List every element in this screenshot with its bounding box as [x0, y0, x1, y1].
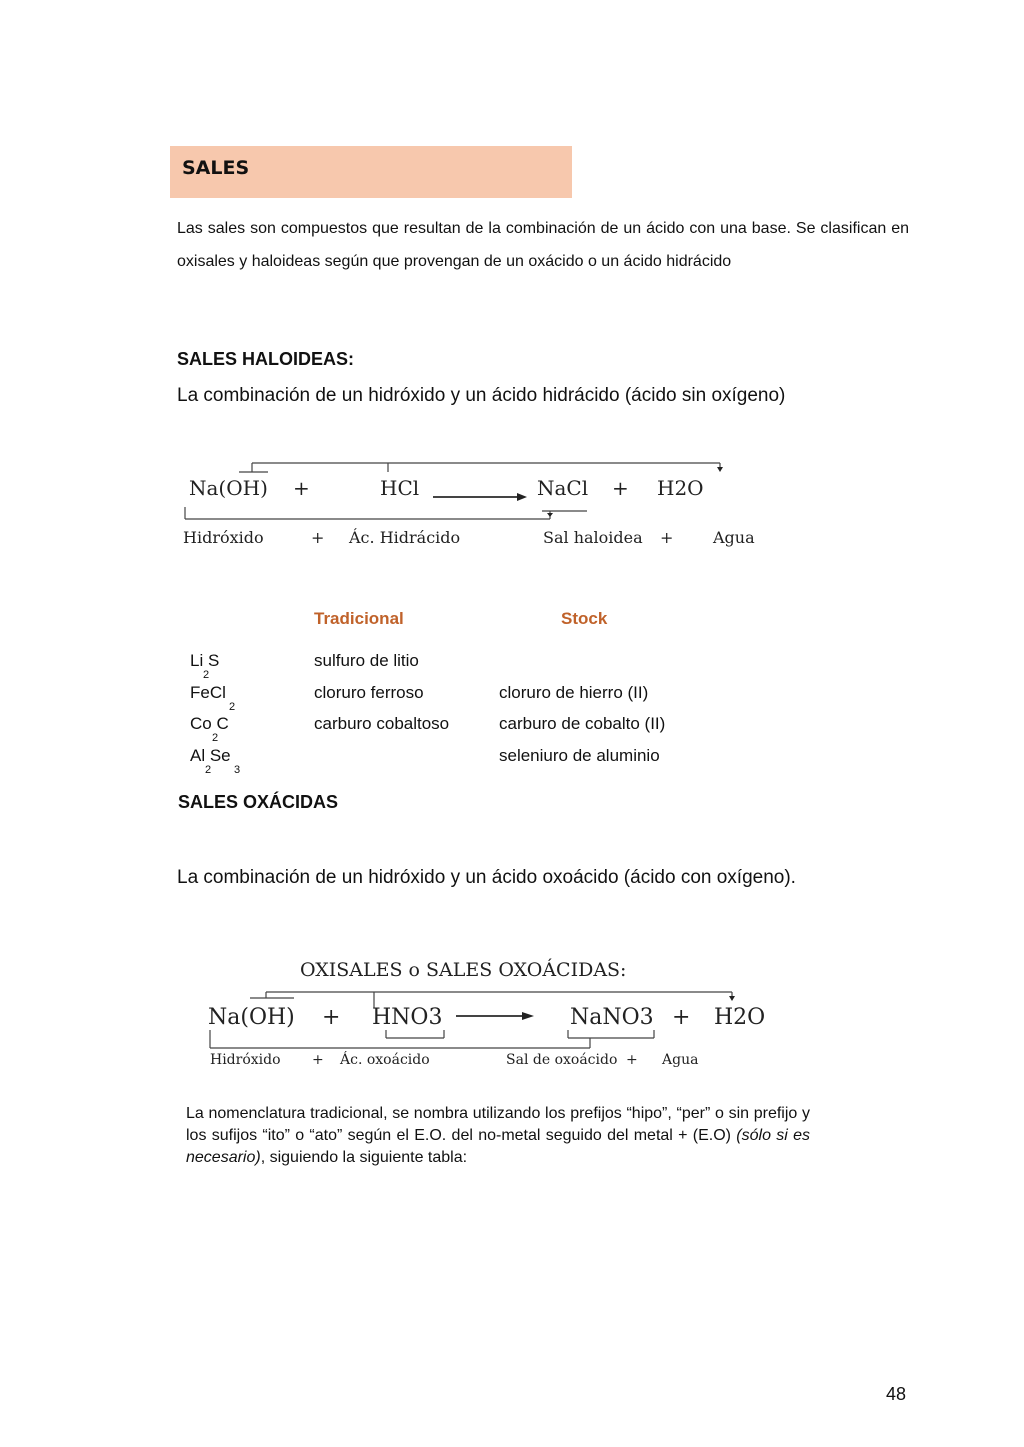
nomenclature-note	[186, 1103, 810, 1169]
reactant-naoh: Na(OH)	[208, 1005, 295, 1030]
formula-li2s: Li S	[190, 651, 220, 670]
traditional-name: sulfuro de litio	[314, 651, 419, 670]
haloideas-definition: La combinación de un hidróxido y un ácido hidrácido (ácido sin oxígeno)	[177, 385, 786, 406]
formula-subscript: 2	[212, 732, 219, 744]
product-h2o: H2O	[714, 1005, 766, 1030]
stock-name: seleniuro de aluminio	[499, 746, 660, 765]
formula-subscript: 2	[203, 669, 210, 681]
label-agua: Agua	[662, 1052, 699, 1068]
formula-subscript: 2	[205, 764, 212, 776]
label-plus: +	[660, 528, 674, 547]
formula-fecl2: FeCl	[190, 683, 226, 702]
traditional-name: cloruro ferroso	[314, 683, 424, 702]
label-plus: +	[311, 528, 325, 547]
haloideas-equation-figure	[175, 455, 775, 555]
label-plus: +	[626, 1052, 638, 1068]
reactant-hno3: HNO3	[372, 1005, 443, 1030]
stock-name: carburo de cobalto (II)	[499, 714, 666, 733]
header-stock: Stock	[561, 609, 608, 628]
label-sal-haloidea: Sal haloidea	[543, 528, 643, 547]
note-italic: (sólo si es necesario)	[186, 1127, 810, 1166]
traditional-name: carburo cobaltoso	[314, 714, 450, 733]
plus-sign: +	[293, 476, 310, 500]
intro-paragraph: Las sales son compuestos que resultan de la combinación de un ácido con una base. Se clasifican en oxisales y haloideas según que provengan de un oxácido o un ácido hidrácido	[177, 220, 909, 270]
oxacidas-definition: La combinación de un hidróxido y un ácido oxoácido (ácido con oxígeno).	[177, 867, 796, 888]
label-ac-oxoacido: Ác. oxoácido	[340, 1052, 430, 1068]
formula-subscript: 2	[229, 701, 236, 713]
header-tradicional: Tradicional	[314, 609, 404, 628]
label-plus: +	[312, 1052, 324, 1068]
note-text-end: , siguiendo la siguiente tabla:	[260, 1149, 468, 1166]
figure-title: OXISALES o SALES OXOÁCIDAS:	[300, 959, 627, 981]
page-number: 48	[886, 1384, 907, 1404]
product-h2o: H2O	[657, 476, 704, 500]
section-banner	[170, 146, 572, 198]
plus-sign: +	[322, 1005, 341, 1030]
plus-sign: +	[672, 1005, 691, 1030]
plus-sign: +	[612, 476, 629, 500]
formula-co2c: Co C	[190, 714, 229, 733]
formula-al2se3: Al Se	[190, 746, 231, 765]
label-sal-oxoacido: Sal de oxoácido	[506, 1052, 618, 1068]
label-hidroxido: Hidróxido	[210, 1052, 281, 1068]
stock-name: cloruro de hierro (II)	[499, 683, 649, 702]
note-text: La nomenclatura tradicional, se nombra utilizando los prefijos “hipo”, “per” o sin prefijo y los sufijos “ito” o “ato” según el E.O. del no-metal seguido del metal + (E.O)	[186, 1105, 810, 1144]
section-title: SALES	[182, 157, 250, 179]
formula-subscript: 3	[234, 764, 241, 776]
oxacidas-equation-figure	[200, 950, 780, 1075]
label-agua: Agua	[713, 528, 755, 547]
product-nacl: NaCl	[537, 476, 589, 500]
label-ac-hidracido: Ác. Hidrácido	[349, 528, 461, 547]
label-hidroxido: Hidróxido	[183, 528, 264, 547]
reactant-hcl: HCl	[380, 476, 420, 500]
oxacidas-heading: SALES OXÁCIDAS	[178, 792, 339, 812]
reactant-naoh: Na(OH)	[189, 476, 268, 500]
product-nano3: NaNO3	[570, 1005, 654, 1030]
haloideas-heading: SALES HALOIDEAS:	[177, 349, 355, 369]
